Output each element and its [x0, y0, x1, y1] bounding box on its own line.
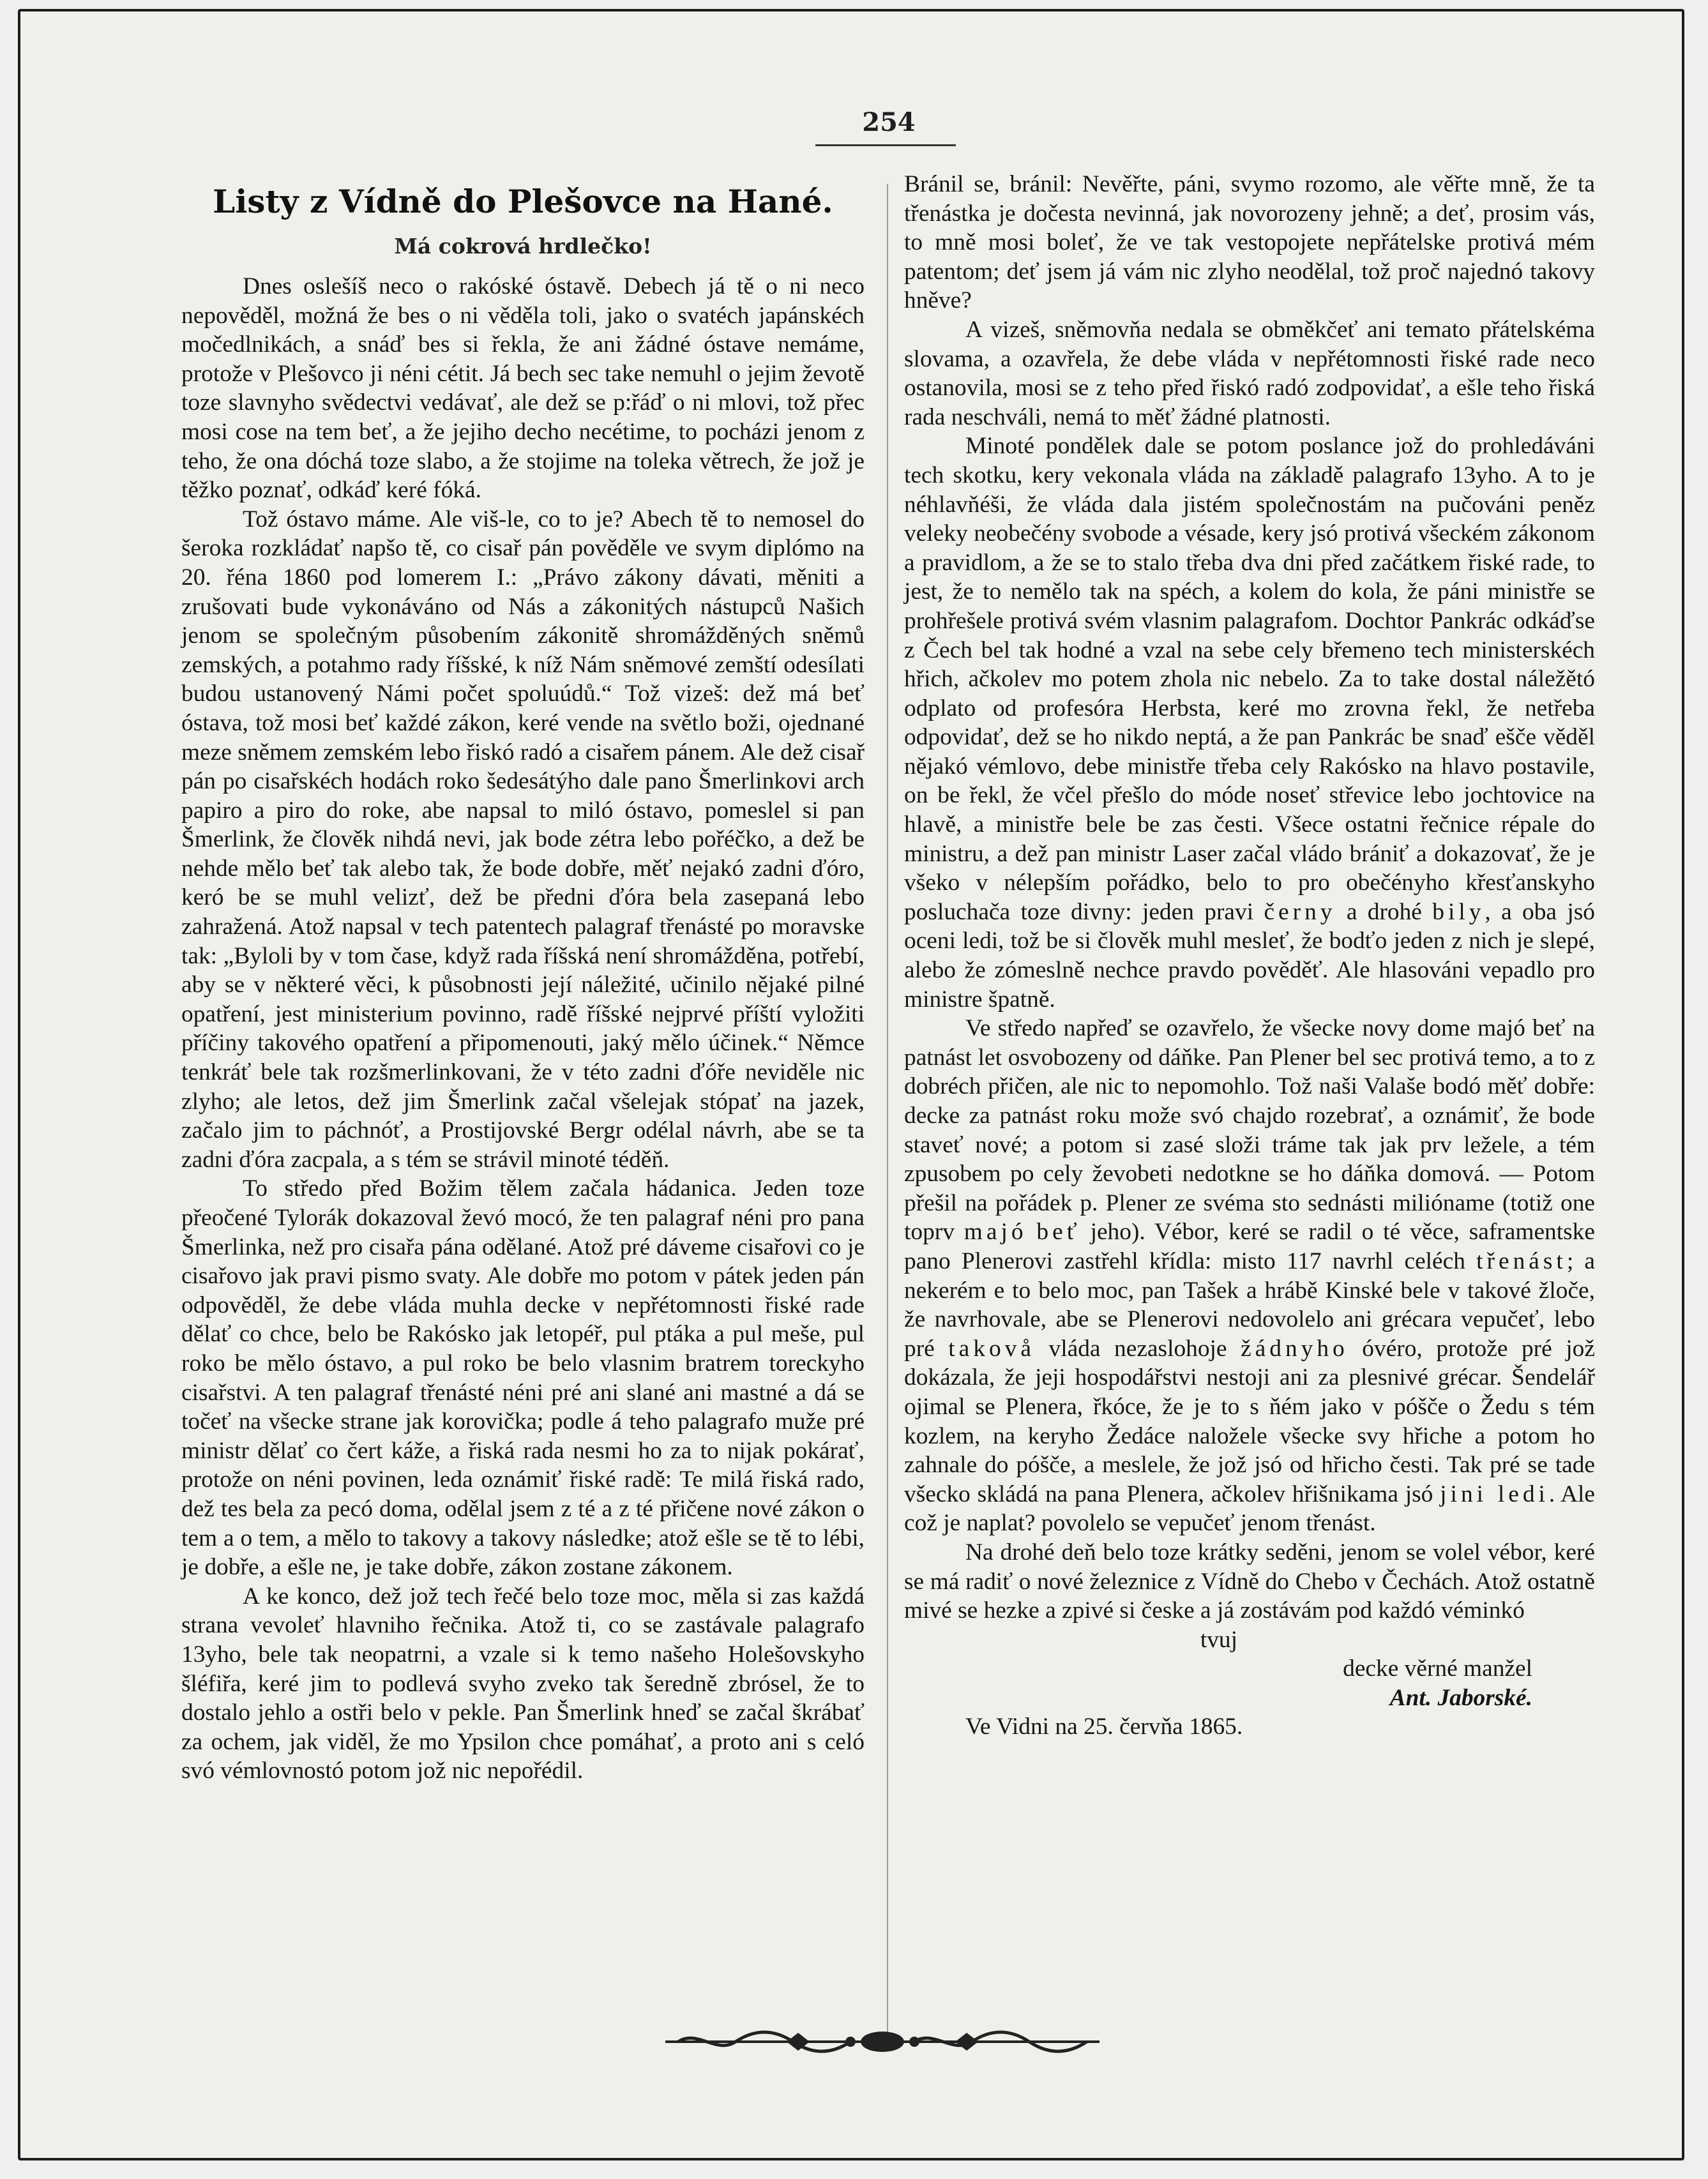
column-divider	[887, 184, 888, 2048]
paragraph: A vizeš, sněmovňa nedala se obměkčeť ani temato přátelskéma slovama, a ozavřela, že debe vláda v nepřétomnosti řiské rade neco ostanovila, mosi se z teho před řiskó radó zodpovidať, a ešle teho řiská rada neschváli, nemá to měť žádné platnosti.	[904, 316, 1595, 430]
article-title: Listy z Vídně do Plešovce na Hané.	[213, 183, 833, 220]
header-rule	[815, 144, 956, 146]
spaced-word: beť	[1036, 1219, 1081, 1246]
paragraph-text: jeho). Vébor, keré se radil o té věce, saframentske pano Plenerovi zastřehl křídla: misto 117 navrhl celéch	[904, 1219, 1595, 1274]
decorative-ornament-icon	[659, 2023, 1106, 2061]
paragraph-with-emphasis	[904, 1014, 1595, 1538]
paragraph-text: . Ale což je naplat? povolelo se vepučeť jenom třenást.	[904, 1481, 1595, 1537]
paragraph: Dnes oslešíš neco o rakóské óstavě. Debech já tě o ni neco nepověděl, možná že bes o ni věděla toli, jako o svatéch japánskéch močedlnikách, a snáď bes si řekla, že ani žádné óstave nemáme, protože v Plešovco ji néni cétit. Já bech sec take nemuhl o jejim ževotě toze slavnyho svědectvi vedávať, ale dež se p:řáď o ni mlovi, tož přec mosi cose na tem beť, a že jejiho decho necétime, to pocházi jenom z teho, že ona dóchá toze slabo, a že stojime na toleka větrech, že jož je těžko poznať, odkáď keré fóká.	[181, 273, 865, 504]
spaced-word: takovå	[948, 1335, 1035, 1362]
paragraph-with-emphasis	[904, 432, 1595, 1014]
paragraph: Tož óstavo máme. Ale viš-le, co to je? Abech tě to nemosel do šeroka rozkládať napšo tě, co cisař pán pověděle ve svym diplómo na 20. řéna 1860 pod lomerem I.: „Právo zákony dávati, měniti a zrušovati bude vykonáváno od Nás a zákonitých nástupců Našich jenom se společným působením zákonitě shromážděných sněmů zemských, a potahmo rady říšské, k níž Nám sněmové zemští odesílati budou ustanovený Námi počet spoluúdů.“ Tož vizeš: dež má beť óstava, tož mosi beť každé zákon, keré vende na světlo boži, ojednané meze sněmem zemském lebo řiskó radó a cisařem pánem. Ale dež cisař pán po cisařskéch hodách roko šedesátýho dale pano Šmerlinkovi arch papiro a piro do roke, abe napsal to miló óstavo, pomeslel si pan Šmerlink, že člověk nihdá nevi, jak bode zétra lebo pořéčko, a dež be nehde mělo beť tak alebo tak, že bode dobře, měť nejakó zadni ďóro, keró be se muhl velizť, dež be předni ďóra bela zasepaná lebo zahražená. Atož napsal v tech patentech palagraf třenásté po moravske tak: „Byloli by v tom čase, když rada říšská není shromážděna, potřebí, aby se v některé věci, k působnosti její náležité, učinilo nějaké pilné opatření, jest ministerium povinno, radě říšské nejprvé příští vyložiti příčiny takového opatření a připomenouti, jaký mělo účinek.“ Němce tenkráť bele tak rozšmerlinkovani, že v této zadni ďóře neviděle nic zlyho; ale letos, dež jim Šmerlink začal všelejak stópať na jazek, začalo jim to páchnóť, a Prostijovské Bergr odélal návrh, abe se ta zadni ďóra zacpala, a s tém se strávil minoté téděň.	[181, 506, 865, 1173]
spaced-word: žádnyho	[1241, 1335, 1349, 1362]
paragraph-text: , a oba jsó oceni ledi, tož be si člověk muhl mesleť, že bodťo jeden z nich je slepé, alebo že zómeslně nechce pravdo pověděť. Ale hlasováni vepadlo pro ministre špatně.	[904, 898, 1595, 1013]
paragraph-text: Ve středo napřeď se ozavřelo, že všecke novy dome majó beť na patnást let osvobozeny od dáňke. Pan Plener bel sec protivá temo, a to z dobréch přičen, ale nic to nepomohlo. Tož naši Valaše bodó měť dobře: decke za patnást roku može svó chajdo rozebrať, a oznámiť, že bode staveť nové; a potom si zasé složi tráme tak jak prv ležele, a tém zpusobem po cely ževobeti nedotkne se ho dáňka domová. — Potom přešil na pořádek p. Plener ze svéma sto sednásti milióname (totiž one toprv	[904, 1015, 1595, 1246]
page-frame	[18, 9, 1684, 2160]
spaced-word: bily	[1432, 898, 1485, 925]
spaced-word: jini ledi	[1440, 1481, 1549, 1507]
spaced-word: majó	[964, 1219, 1027, 1246]
signature: Ant. Jaborské.	[1389, 1684, 1532, 1711]
paragraph: To středo před Božim tělem začala hádanica. Jeden toze přeočené Tylorák dokazoval ževó mocó, že ten palagraf néni pro pana Šmerlinka, než pro cisařa pána odělané. Atož pré dáveme cisařovi co je cisařovo jak pravi pismo svaty. Ale dobře mo potom v pátek jeden pán odpověděl, že debe vláda muhla decke v nepřétomnosti řiské rade dělať co chce, belo be Rakósko jak letopéř, pul ptáka a pul meše, pul roko be mělo óstavo, a pul roko be belo vlasnim bratrem toreckyho cisařstvi. A ten palagraf třenásté néni pré ani slané ani mastné a dá se točeť na všecke strane jak korovička; podle á teho palagrafo muže pré ministr dělať co čert káže, a řiská rada nesmi ho za to nijak pokárať, protože on néni povinen, leda oznámiť řiské radě: Te milá řiská rado, dež tes bela za pecó doma, odělal jsem z té a z té přičene nové zákon o tem a o tem, a mělo to takovy a takovy následke; atož ešle se tě to lébi, je dobře, a ešle ne, je take dobře, zákon zostane zákonem.	[181, 1175, 865, 1581]
paragraph-text: ; a nekerém e to belo moc, pan Tašek a hrábě Kinské bele v takové žloče, že navrhovale, abe se Plenerovi nedovolelo ani grécara vepučeť, lebo pré	[904, 1248, 1595, 1362]
paragraph: Bránil se, bránil: Nevěřte, páni, svymo rozomo, ale věřte mně, že ta třenástka je dočesta nevinná, jak novorozeny jehně; a deť, prosim vás, to mně mosi boleť, že ve tak vestopojete nepřátelske protivá mém patentom; deť jsem já vám nic zlyho neodělal, tož proč najednó takovy hněve?	[904, 171, 1595, 314]
left-column	[181, 170, 865, 1786]
greeting: tvuj	[1200, 1626, 1237, 1653]
spaced-word: černy	[1264, 898, 1336, 925]
spaced-word: třenást	[1476, 1248, 1567, 1274]
paragraph-text: a drohé	[1346, 898, 1422, 925]
paragraph-text: vláda nezaslohoje	[1048, 1335, 1227, 1362]
closing-line: decke věrné manžel	[1343, 1655, 1532, 1682]
paragraph-text: óvéro, protože pré jož dokázala, že jeji hospodářstvi nestoji ani za plesnivé grécar. Šendelář ojimal se Plenera, řkóce, že je to s ňém jako v póšče o Žedu s tém kozlem, na keryho Žedáce naložele všecke svy hřiche a potom ho zahnale do póšče, a meslele, že jož jsó od hřicho česti. Tak pré se tade všecko skládá na pana Plenera, ačkolev hřišnikama jsó	[904, 1335, 1595, 1507]
paragraph: Na drohé deň belo toze krátky seděni, jenom se volel vébor, keré se má radiť o nové železnice z Vídně do Chebo v Čechách. Atož ostatně mivé se hezke a zpivé si česke a já zostávám pod každó véminkó	[904, 1539, 1595, 1624]
paragraph: A ke konco, dež jož tech řečé belo toze moc, měla si zas každá strana vevoleť hlavniho řečnika. Atož ti, co se zastávale palagrafo 13yho, bele tak neopatrni, a vzale si k temo našeho Holešovskyho šléfiřa, keré jim to podlevá svyho zveko tak šeredně zbrósel, že to dostalo jehlo a ostři belo v pekle. Pan Šmerlink hneď se začal škrábať za ochem, jak viděl, že mo Ypsilon chce pomáhať, a proto ani s celó svó vémlovnostó potom jož nic nepořédil.	[181, 1583, 865, 1784]
dateline: Ve Vidni na 25. červňa 1865.	[965, 1714, 1243, 1740]
right-column	[904, 170, 1595, 1742]
article-subtitle: Má cokrová hrdlečko!	[394, 234, 652, 259]
page-number: 254	[862, 107, 916, 137]
paragraph-text: Minoté pondělek dale se potom poslance jož do prohledáváni tech skotku, kery vekonala vláda na základě palagrafo 13yho. A to je néhlavňéši, že vláda dala jistém společnostám na pučováni peněz veleky neobečény svobode a vésade, kery jsó protivá všeckém zákonom a pravidlom, a že se to stalo třeba dva dni před začátkem řiské rade, to jest, že to nemělo tak na spéch, a kolem do kola, že páni ministře se prohřešele protivá svém vlasnim palagrafom. Dochtor Pankrác odkáďse z Čech bel tak hodné a vzal na sebe cely břemeno tech ministerskéch hřich, ačkolev mo potem zhola nic nebelo. Za to take dostal náležětó odplato od profesóra Herbsta, keré mo zrovna řekl, že netřeba odpovidať, dež se ho nikdo neptá, a že pan Pankrác be snaď ešče věděl nějakó vémlovo, debe ministře třeba cely Rakósko na hlavo postavile, on be řekl, že včel přešlo do móde noseť střevice lebo jochtovice na hlavě, a ministře bele be zas česti. Všece ostatni řečnice répale do ministru, a dež pan ministr Laser začal vládo brániť a dokazovať, že je všeko v nélepším pořádko, belo to pro obečényho křesťanskyho posluchača toze divny: jeden pravi	[904, 433, 1595, 925]
